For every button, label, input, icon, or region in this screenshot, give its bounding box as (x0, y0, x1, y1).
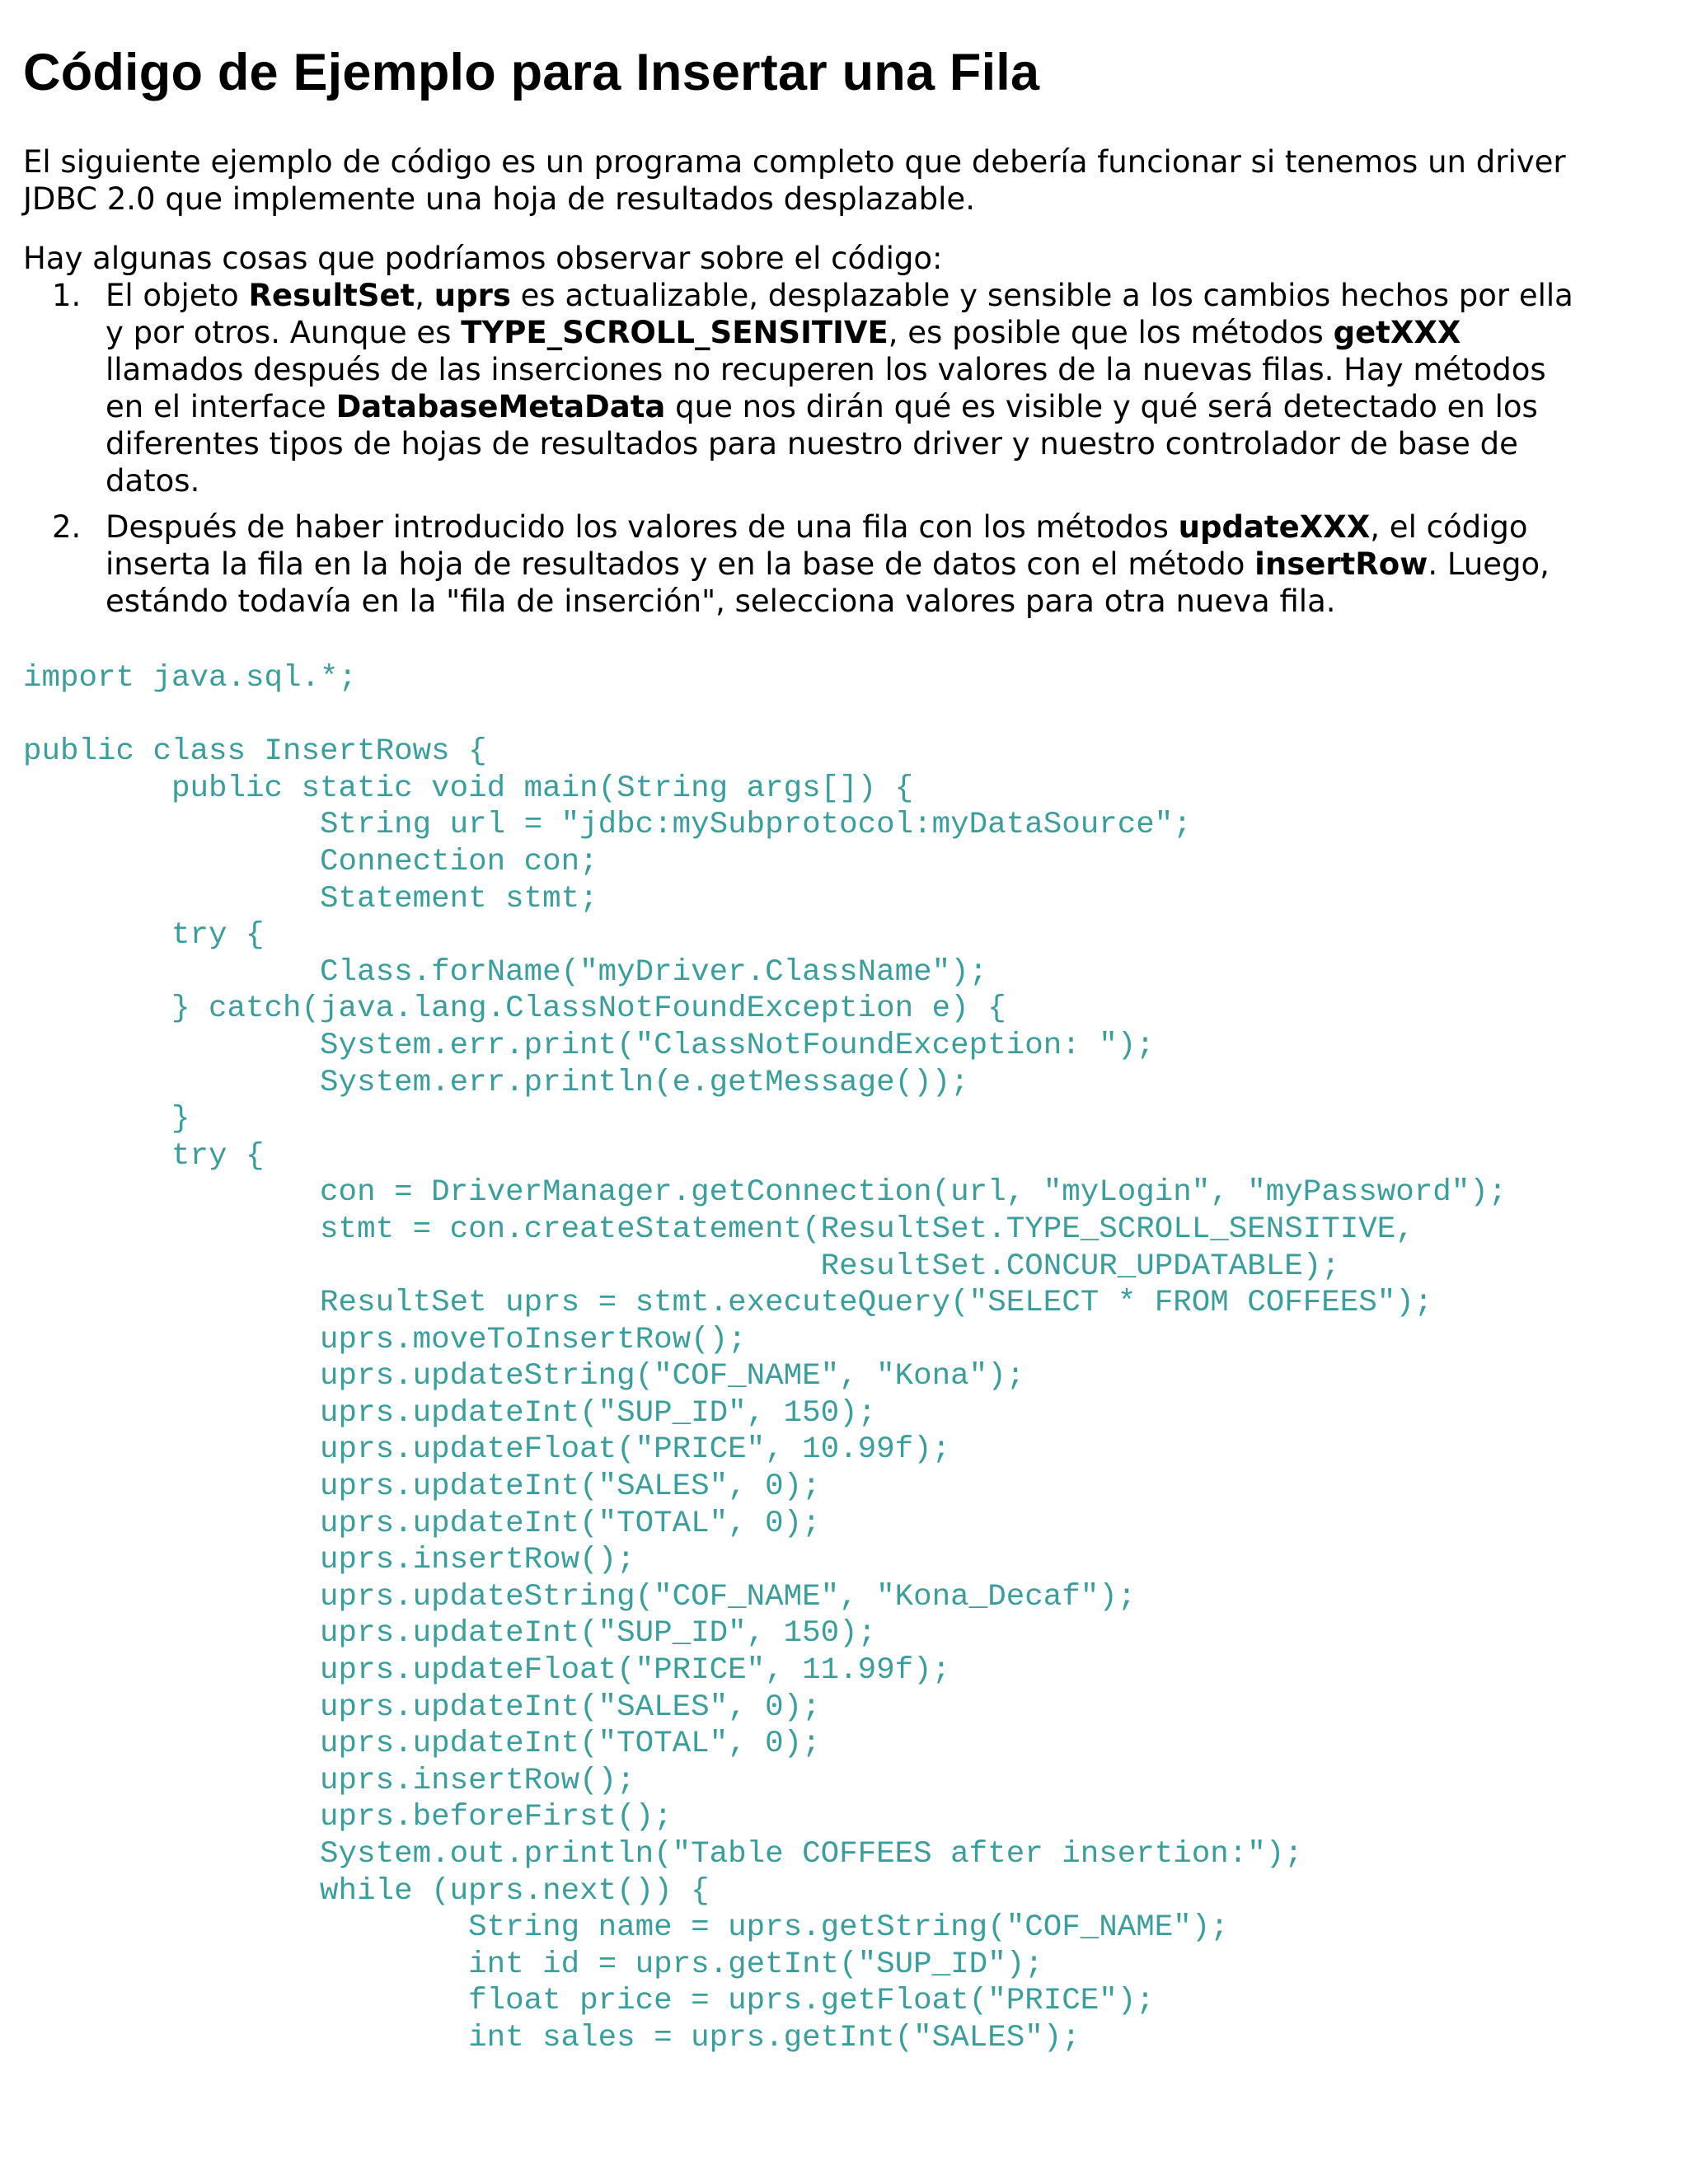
code-line: import java.sql.*; (23, 661, 358, 696)
code-line: uprs.updateInt("SUP_ID", 150); (23, 1616, 877, 1652)
code-line: uprs.updateString("COF_NAME", "Kona_Decaf"); (23, 1579, 1137, 1615)
list-item-number: 1. (52, 278, 82, 313)
code-line: uprs.insertRow(); (23, 1763, 635, 1798)
list-item-line (106, 277, 1663, 314)
observe-paragraph: Hay algunas cosas que podríamos observar sobre el código: (23, 241, 943, 276)
bold-term: TYPE_SCROLL_SENSITIVE (461, 315, 889, 350)
list-item-line (106, 583, 1663, 620)
intro-paragraph (23, 143, 1663, 218)
page-title: Código de Ejemplo para Insertar una Fila (23, 44, 1040, 101)
text-segment: inserta la fila en la hoja de resultados y en la base de datos con el método (106, 546, 1255, 582)
code-line: Statement stmt; (23, 881, 598, 916)
list-item-line (106, 509, 1663, 546)
code-line: uprs.updateString("COF_NAME", "Kona"); (23, 1359, 1025, 1394)
code-line: uprs.updateInt("SALES", 0); (23, 1469, 821, 1505)
code-line: try { (23, 1138, 265, 1174)
code-line (23, 697, 1663, 734)
code-line: try { (23, 918, 265, 954)
bold-term: ResultSet (248, 278, 415, 313)
text-segment: y por otros. Aunque es (106, 315, 462, 350)
code-line: public class InsertRows { (23, 734, 487, 770)
text-segment: Después de haber introducido los valores de una fila con los métodos (106, 509, 1179, 545)
code-line: String name = uprs.getString("COF_NAME"); (23, 1910, 1229, 1946)
code-line: stmt = con.createStatement(ResultSet.TYPE_SCROLL_SENSITIVE, (23, 1212, 1414, 1247)
code-line: uprs.updateInt("TOTAL", 0); (23, 1506, 821, 1541)
bold-term: DatabaseMetaData (335, 389, 666, 424)
text-segment: diferentes tipos de hojas de resultados para nuestro driver y nuestro controlador de base de (106, 426, 1518, 462)
list-item-number: 2. (52, 509, 82, 545)
code-line: uprs.updateInt("TOTAL", 0); (23, 1727, 821, 1762)
bold-term: insertRow (1254, 546, 1428, 582)
intro-line-2: JDBC 2.0 que implemente una hoja de resultados desplazable. (23, 181, 975, 217)
code-line: con = DriverManager.getConnection(url, "myLogin", "myPassword"); (23, 1175, 1507, 1211)
code-line: System.out.println("Table COFFEES after insertion:"); (23, 1837, 1303, 1872)
list-item-line (106, 388, 1663, 425)
code-line: while (uprs.next()) { (23, 1873, 710, 1909)
code-line: String url = "jdbc:mySubprotocol:myDataSource"; (23, 808, 1192, 843)
text-segment: es actualizable, desplazable y sensible a los cambios hechos por ella (510, 278, 1573, 313)
code-line: float price = uprs.getFloat("PRICE"); (23, 1984, 1155, 2019)
text-segment: llamados después de las inserciones no recuperen los valores de la nuevas filas. Hay métodos (106, 352, 1546, 387)
document-page (23, 0, 1663, 2057)
code-block (23, 660, 1663, 2057)
code-line: } (23, 1102, 190, 1137)
text-segment: , el código (1370, 509, 1528, 545)
text-segment: El objeto (106, 278, 249, 313)
code-line: Class.forName("myDriver.ClassName"); (23, 954, 988, 990)
list-item-line (106, 462, 1663, 499)
bold-term: getXXX (1333, 315, 1461, 350)
code-line: ResultSet.CONCUR_UPDATABLE); (23, 1249, 1340, 1284)
code-line: uprs.updateInt("SALES", 0); (23, 1690, 821, 1725)
text-segment: datos. (106, 463, 200, 499)
code-line: uprs.beforeFirst(); (23, 1800, 673, 1835)
list-item (23, 277, 1663, 499)
code-line: Connection con; (23, 844, 598, 879)
observations-list (23, 277, 1663, 620)
code-line: uprs.insertRow(); (23, 1543, 635, 1578)
text-segment: que nos dirán qué es visible y qué será detectado en los (665, 389, 1538, 424)
list-item-line (106, 351, 1663, 388)
list-item-line (106, 546, 1663, 583)
code-line: int id = uprs.getInt("SUP_ID"); (23, 1947, 1043, 1982)
code-line: System.err.println(e.getMessage()); (23, 1065, 969, 1100)
intro-line-1: El siguiente ejemplo de código es un programa completo que debería funcionar si tenemos un driver (23, 144, 1566, 180)
code-line: uprs.updateFloat("PRICE", 10.99f); (23, 1432, 951, 1468)
code-line: uprs.moveToInsertRow(); (23, 1322, 747, 1357)
text-segment: . Luego, (1428, 546, 1550, 582)
code-line: uprs.updateFloat("PRICE", 11.99f); (23, 1653, 951, 1689)
code-line: } catch(java.lang.ClassNotFoundException e) { (23, 991, 1006, 1027)
code-line: ResultSet uprs = stmt.executeQuery("SELECT * FROM COFFEES"); (23, 1286, 1433, 1321)
list-item (23, 509, 1663, 620)
list-item-line (106, 314, 1663, 351)
text-segment: , es posible que los métodos (888, 315, 1334, 350)
bold-term: uprs (434, 278, 511, 313)
text-segment: en el interface (106, 389, 336, 424)
code-line: uprs.updateInt("SUP_ID", 150); (23, 1395, 877, 1431)
code-line: public static void main(String args[]) { (23, 771, 914, 806)
list-item-line (106, 425, 1663, 462)
code-line: System.err.print("ClassNotFoundException: "); (23, 1028, 1155, 1063)
text-segment: estándo todavía en la "fila de inserción", selecciona valores para otra nueva fila. (106, 583, 1336, 619)
text-segment: , (415, 278, 434, 313)
bold-term: updateXXX (1178, 509, 1371, 545)
code-line: int sales = uprs.getInt("SALES"); (23, 2020, 1081, 2055)
